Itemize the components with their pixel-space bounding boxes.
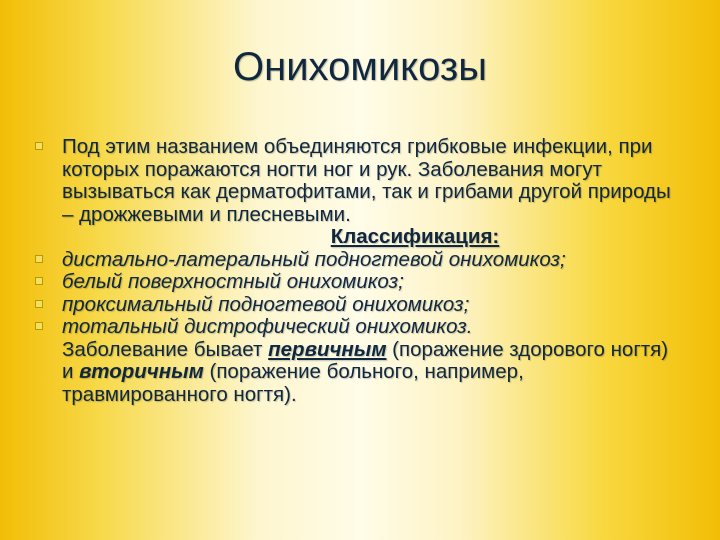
type-item xyxy=(35,316,685,339)
outro-text-2: (поражение здорового ногтя) и xyxy=(62,337,669,383)
outro-text-3: (поражение больного, например, травмированного ногтя). xyxy=(62,360,524,406)
type-text: дистально-латеральный подногтевой онихомикоз; xyxy=(62,247,566,271)
type-text: белый поверхностный онихомикоз; xyxy=(62,270,404,293)
type-item xyxy=(35,271,685,294)
intro-text: Под этим названием объединяются грибковые инфекции, при которых поражаются ногти ног и рук. Заболевания могут вызываться как дерматофитами, так и грибами другой природы – дрожжевыми и плесневыми. xyxy=(62,135,671,226)
classification-heading-text: Классификация: xyxy=(330,225,500,248)
outro-text-1: Заболевание бывает xyxy=(62,337,269,361)
bullet-icon xyxy=(35,255,43,263)
type-text: тотальный дистрофический онихомикоз. xyxy=(62,315,473,338)
primary-term: первичным xyxy=(268,337,387,361)
bullet-icon xyxy=(35,322,43,330)
secondary-term: вторичным xyxy=(79,360,204,383)
slide-title: Онихомикозы xyxy=(232,45,488,89)
slide-body xyxy=(35,136,685,406)
type-item xyxy=(35,294,685,317)
type-item xyxy=(35,249,685,272)
intro-item xyxy=(35,136,685,226)
classification-heading xyxy=(35,226,685,249)
type-text: проксимальный подногтевой онихомикоз; xyxy=(62,292,470,316)
bullet-icon xyxy=(35,300,43,308)
bullet-icon xyxy=(35,142,43,150)
outro-item xyxy=(35,339,685,407)
bullet-icon xyxy=(35,277,43,285)
